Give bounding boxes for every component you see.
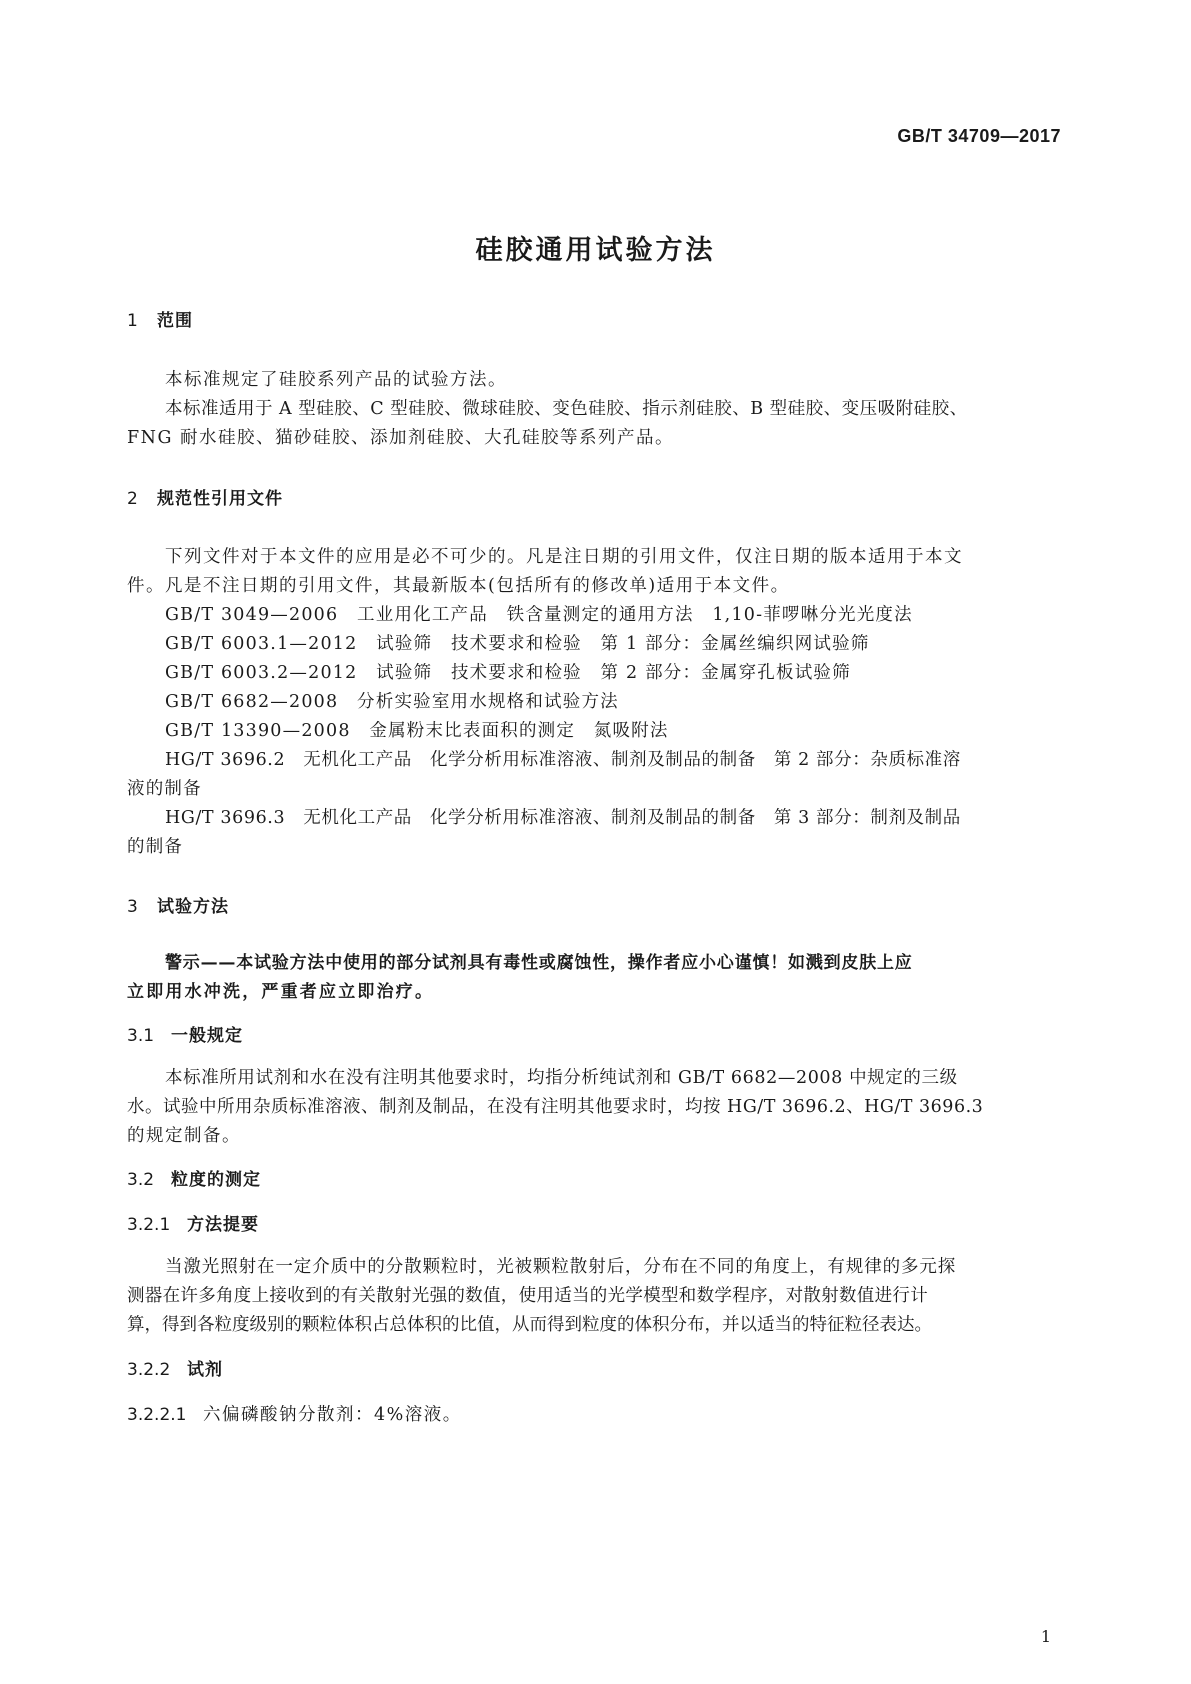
section-label: 试验方法: [157, 897, 229, 917]
section-label: 粒度的测定: [171, 1170, 261, 1190]
reference-item: GB/T 6003.2—2012 试验筛 技术要求和检验 第 2 部分：金属穿孔板试验筛: [165, 663, 851, 683]
section-2-heading: [127, 484, 283, 509]
section-label: 方法提要: [187, 1215, 259, 1235]
section-number: 3.1: [127, 1026, 155, 1046]
section-label: 试剂: [187, 1360, 223, 1380]
section-number: 3: [127, 897, 138, 917]
section-number: 1: [127, 311, 138, 331]
subsection-3-2-1-heading: [127, 1210, 259, 1235]
section-label: 规范性引用文件: [157, 489, 283, 509]
section-1-heading: [127, 306, 193, 331]
section-number: 3.2.2: [127, 1360, 171, 1380]
section-number: 3.2.2.1: [127, 1405, 187, 1425]
paragraph: 本标准所用试剂和水在没有注明其他要求时，均指分析纯试剂和 GB/T 6682—2008 中规定的三级: [165, 1068, 958, 1088]
reference-item-continued: 液的制备: [127, 779, 202, 799]
section-label: 范围: [157, 311, 193, 331]
reference-item: GB/T 3049—2006 工业用化工产品 铁含量测定的通用方法 1,10-菲啰啉分光光度法: [165, 605, 913, 625]
paragraph: 的规定制备。: [127, 1126, 241, 1146]
section-3-heading: [127, 892, 229, 917]
paragraph: FNG 耐水硅胶、猫砂硅胶、添加剂硅胶、大孔硅胶等系列产品。: [127, 428, 674, 448]
document-title: 硅胶通用试验方法: [475, 235, 716, 266]
warning-text: 立即用水冲洗，严重者应立即治疗。: [127, 982, 435, 1002]
paragraph: 件。凡是不注日期的引用文件，其最新版本(包括所有的修改单)适用于本文件。: [127, 576, 790, 596]
reference-item: GB/T 13390—2008 金属粉末比表面积的测定 氮吸附法: [165, 721, 669, 741]
section-label: 一般规定: [171, 1026, 243, 1046]
paragraph: 本标准适用于 A 型硅胶、C 型硅胶、微球硅胶、变色硅胶、指示剂硅胶、B 型硅胶、变压吸附硅胶、: [165, 399, 968, 419]
item-text: 六偏磷酸钠分散剂：4%溶液。: [203, 1405, 462, 1425]
reference-item: HG/T 3696.2 无机化工产品 化学分析用标准溶液、制剂及制品的制备 第 2 部分：杂质标准溶: [165, 750, 961, 770]
reference-item: GB/T 6682—2008 分析实验室用水规格和试验方法: [165, 692, 619, 712]
paragraph: 算，得到各粒度级别的颗粒体积占总体积的比值，从而得到粒度的体积分布，并以适当的特征粒径表达。: [127, 1315, 932, 1335]
reference-item-continued: 的制备: [127, 837, 184, 857]
page-number: 1: [1040, 1627, 1051, 1646]
item-3-2-2-1: [127, 1401, 462, 1426]
standard-number: GB/T 34709—2017: [897, 126, 1061, 146]
subsection-3-1-heading: [127, 1021, 243, 1046]
section-number: 2: [127, 489, 138, 509]
paragraph: 当激光照射在一定介质中的分散颗粒时，光被颗粒散射后，分布在不同的角度上，有规律的多元探: [165, 1257, 957, 1277]
subsection-3-2-2-heading: [127, 1355, 223, 1380]
section-number: 3.2.1: [127, 1215, 171, 1235]
subsection-3-2-heading: [127, 1165, 261, 1190]
paragraph: 本标准规定了硅胶系列产品的试验方法。: [165, 370, 507, 390]
warning-text: 警示——本试验方法中使用的部分试剂具有毒性或腐蚀性，操作者应小心谨慎！如溅到皮肤上应: [165, 953, 913, 973]
reference-item: GB/T 6003.1—2012 试验筛 技术要求和检验 第 1 部分：金属丝编织网试验筛: [165, 634, 870, 654]
paragraph: 水。试验中所用杂质标准溶液、制剂及制品，在没有注明其他要求时，均按 HG/T 3696.2、HG/T 3696.3: [127, 1097, 984, 1117]
paragraph: 测器在许多角度上接收到的有关散射光强的数值，使用适当的光学模型和数学程序，对散射数值进行计: [127, 1286, 928, 1306]
paragraph: 下列文件对于本文件的应用是必不可少的。凡是注日期的引用文件，仅注日期的版本适用于本文: [165, 547, 963, 567]
section-number: 3.2: [127, 1170, 155, 1190]
reference-item: HG/T 3696.3 无机化工产品 化学分析用标准溶液、制剂及制品的制备 第 3 部分：制剂及制品: [165, 808, 961, 828]
